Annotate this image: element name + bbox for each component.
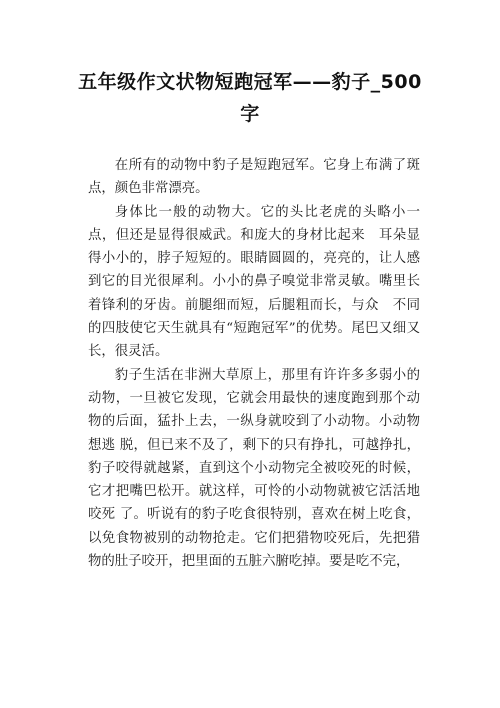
paragraph-intro: 在所有的动物中豹子是短跑冠军。它身上布满了斑点，颜色非常漂亮。: [88, 158, 420, 197]
paragraph-appearance: 身体比一般的动物大。它的头比老虎的头略小一点，但还是显得很威武。和庞大的身材比起来 耳朵显得小小的，脖子短短的。眼睛圆圆的，亮亮的，让人感到它的目光很犀利。小小的鼻子嗅觉非常灵敏。嘴里长着锋利的牙齿。前腿细而短，后腿粗而长，与众 不同的四肢使它天生就具有“短跑冠军”的优势。尾巴又细又长，很灵活。: [88, 204, 420, 360]
document-body: [88, 154, 420, 573]
paragraph-hunting: 豹子生活在非洲大草原上，那里有许许多多弱小的动物，一旦被它发现，它就会用最快的速度跑到那个动物的后面，猛扑上去，一纵身就咬到了小动物。小动物想逃 脱，但已来不及了，剩下的只有挣扎，可越挣扎，豹子咬得就越紧，直到这个小动物完全被咬死的时候，它才把嘴巴松开。就这样，可怜的小动物就被它活活地咬死 了。听说有的豹子吃食很特别，喜欢在树上吃食，以免食物被别的动物抢走。它们把猎物咬死后，先把猎物的肚子咬开，把里面的五脏六腑吃掉。要是吃不完，: [88, 367, 420, 570]
document-title: 五年级作文状物短跑冠军——豹子_500字: [78, 71, 422, 125]
